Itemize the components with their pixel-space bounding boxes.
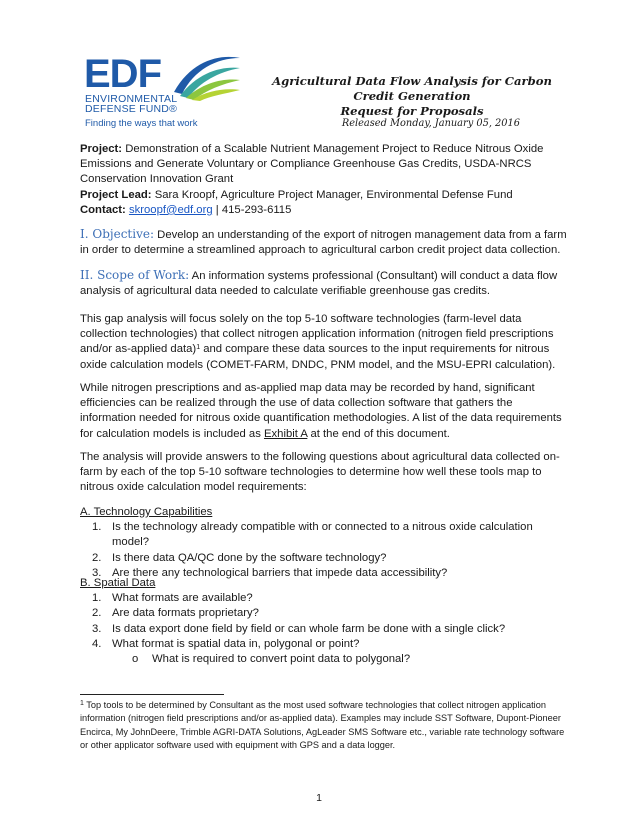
section-a-heading: A. Technology Capabilities xyxy=(80,506,213,518)
technology-capabilities-section xyxy=(80,505,570,581)
document-title: Agricultural Data Flow Analysis for Carbon Credit Generation Request for Proposals xyxy=(272,74,552,118)
objective-heading: I. Objective: xyxy=(80,227,155,241)
list-item: 2. Are data formats proprietary? xyxy=(92,607,259,620)
section-b-heading: B. Spatial Data xyxy=(80,577,156,589)
list-item: 2. Is there data QA/QC done by the software technology? xyxy=(92,551,387,564)
list-item: 1. What formats are available? xyxy=(92,592,253,605)
page-number: 1 xyxy=(316,792,322,804)
logo-swoosh-icon xyxy=(172,52,242,102)
sub-list-item: o What is required to convert point data to polygonal? xyxy=(132,653,411,666)
exhibit-a-link[interactable]: Exhibit A xyxy=(263,427,308,440)
questions-paragraph: The analysis will provide answers to the following questions about agricultural data collected on-farm by each of the top 5-10 software technologies to determine how well these tools map to nitrous oxide calculation model requirements: xyxy=(80,451,560,494)
logo-tagline: Finding the ways that work xyxy=(85,118,198,129)
list-item: 1. Is the technology already compatible with or connected to a nitrous oxide calculation model? xyxy=(92,521,533,549)
project-info: Project: Demonstration of a Scalable Nutrient Management Project to Reduce Nitrous Oxide Emissions and Generate Voluntary or Compliance Greenhouse Gas Credits, USDA-NRCS Conservation Innovation Grant Project Lead: Sara Kroopf, Agriculture Project Manager, Environmental Defense Fund Contact: skroopf@edf.org | 415-293-6115 xyxy=(80,143,544,216)
objective-section: I. Objective: Develop an understanding of the export of nitrogen management data from a farm in order to determine a streamlined approach to agricultural carbon credit project data collection. xyxy=(80,227,567,257)
logo-abbr: EDF xyxy=(84,52,161,96)
release-date: Released Monday, January 05, 2016 xyxy=(341,118,520,129)
scope-heading: II. Scope of Work: xyxy=(80,268,190,282)
contact-email-link[interactable]: skroopf@edf.org xyxy=(128,203,213,216)
spatial-data-section xyxy=(80,576,570,667)
gap-analysis-paragraph: This gap analysis will focus solely on the top 5-10 software technologies (farm-level data collection technologies) that collect nitrogen application information (nitrogen field prescriptions and/or as-applied data)$^1$ and compare these data sources to the input requirements for nitrous oxide calculation models (COMET-FARM, DNDC, PNM model, and the MSU-EPRI calculation). xyxy=(80,313,556,371)
prescriptions-paragraph: While nitrogen prescriptions and as-applied map data may be recorded by hand, significant efficiencies can be realized through the use of data collection software that gathers the information needed for nitrous oxide quantification methodologies. A list of the data requirements for calculation models is included as Exhibit A at the end of this document. xyxy=(80,382,562,440)
footnote-divider xyxy=(80,694,224,695)
list-item: 3. Is data export done field by field or can whole farm be done with a single click? xyxy=(92,622,506,635)
edf-logo xyxy=(80,52,240,130)
scope-section: II. Scope of Work: An information systems professional (Consultant) will conduct a data flow analysis of agricultural data needed to calculate verifiable greenhouse gas credits. xyxy=(80,268,558,298)
footnote: $^1$ Top tools to be determined by Consultant as the most used software technologies that collect nitrogen application information (nitrogen field prescriptions and/or as-applied data). Examples may include SST Software, Dupont-Pioneer Encirca, My JohnDeere, Trimble AGRI-DATA Solutions, AgLeader SMS Software etc., variable rate technology software or other applicator software used with equipment with GPS and a data logger. xyxy=(80,700,565,751)
list-item: 4. What format is spatial data in, polygonal or point? xyxy=(92,637,360,650)
logo-org-name: ENVIRONMENTAL DEFENSE FUND® xyxy=(85,93,178,115)
list-item: 3. Are there any technological barriers that impede data accessibility? xyxy=(92,566,448,579)
